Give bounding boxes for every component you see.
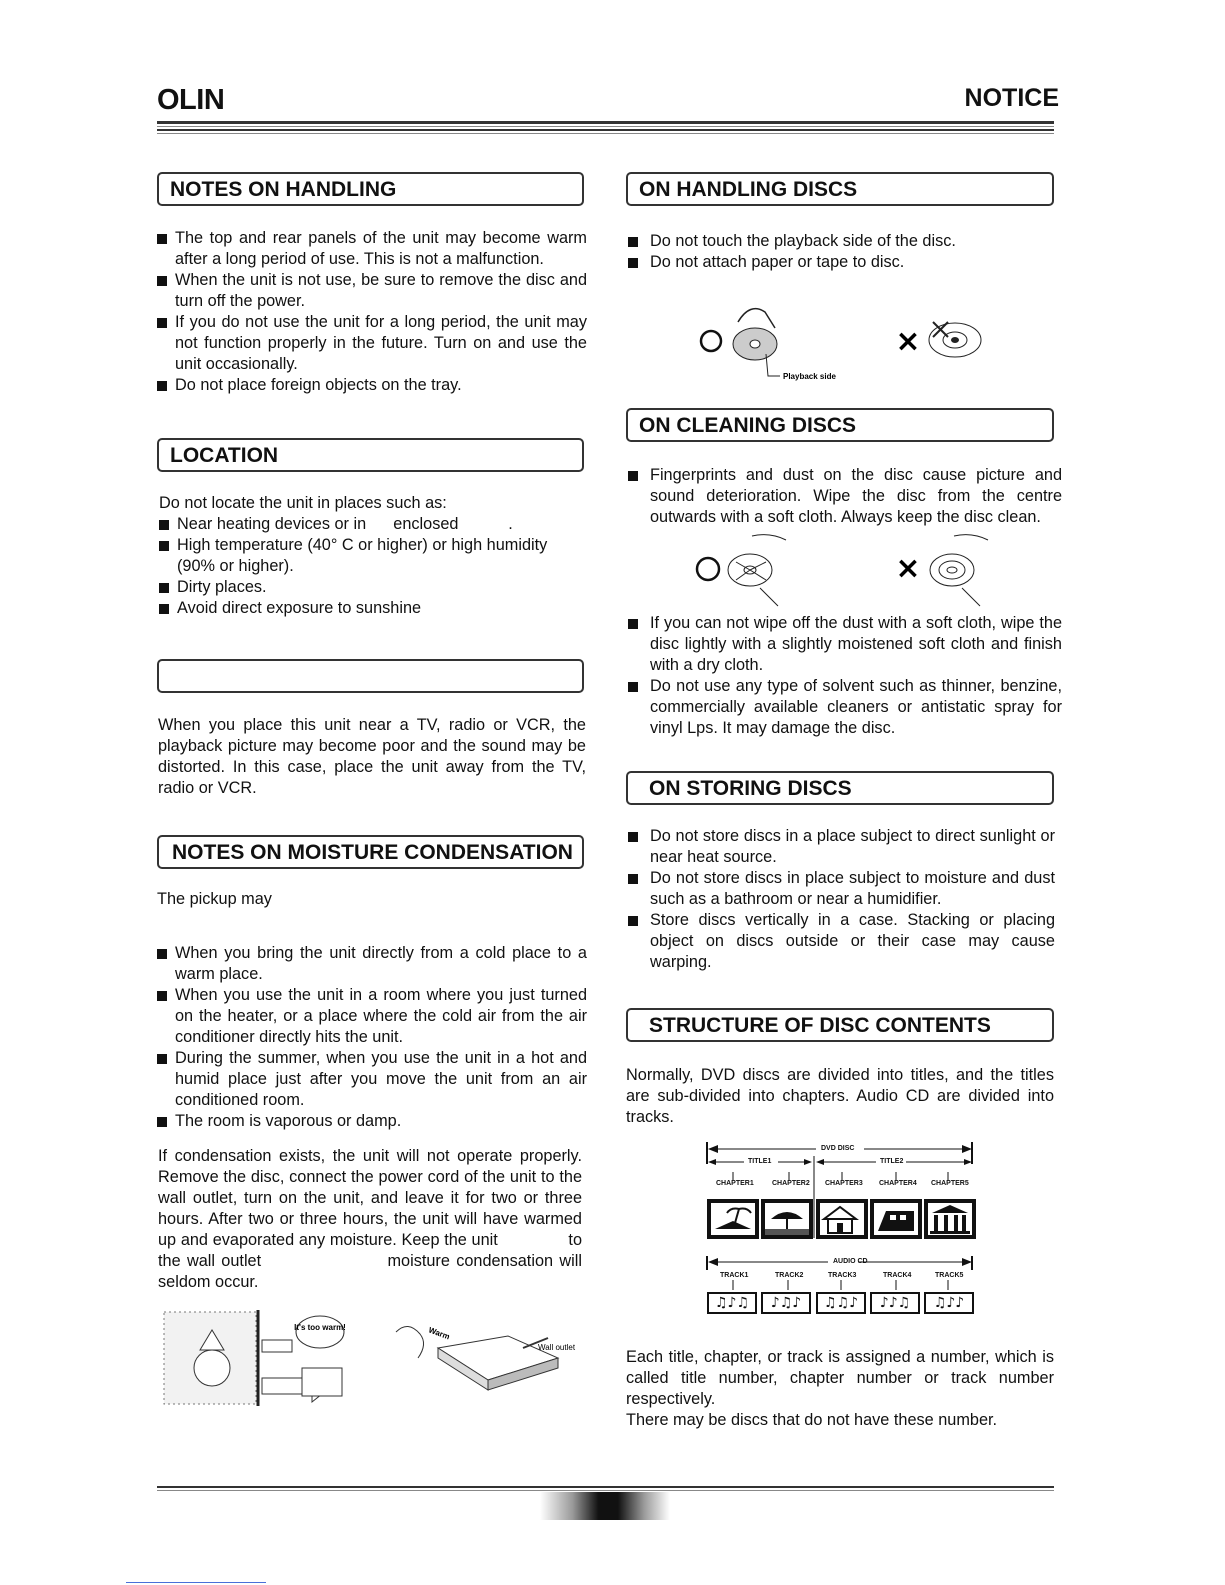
chapter-image-beach [761, 1199, 813, 1239]
structure-text-3: There may be discs that do not have these number. [626, 1411, 998, 1429]
page-section-title: NOTICE [964, 84, 1059, 112]
structure-header: STRUCTURE OF DISC CONTENTS [626, 1008, 1054, 1042]
condensation-illustration [162, 1308, 362, 1408]
page-number-bar [540, 1492, 670, 1520]
track-label: TRACK3 [828, 1272, 857, 1279]
chapter-label: CHAPTER5 [931, 1180, 969, 1187]
dvd-disc-label: DVD DISC [821, 1145, 855, 1152]
header-rule [157, 121, 1054, 134]
footer-rule [157, 1486, 1054, 1491]
disc-structure-diagram [706, 1142, 974, 1318]
handling-header: NOTES ON HANDLING [157, 172, 584, 206]
moisture-intro: The pickup may [157, 890, 272, 908]
list-item: The room is vaporous or damp. [157, 1111, 587, 1132]
list-item: Do not store discs in a place subject to direct sunlight or near heat source. [628, 826, 1055, 868]
cleaning-discs-illustration [690, 528, 1000, 608]
discs-handling-header: ON HANDLING DISCS [626, 172, 1054, 206]
chapter-image-house [816, 1199, 868, 1239]
chapter-image-island [707, 1199, 759, 1239]
list-item: When you use the unit in a room where you just turned on the heater, or a place where the cold air from the air conditioner directly hits the unit. [157, 985, 587, 1048]
list-item: Do not place foreign objects on the tray. [157, 375, 587, 396]
track-music-icon: ♫♪♫ [707, 1292, 757, 1314]
list-item: The top and rear panels of the unit may become warm after a long period of use. This is not a malfunction. [157, 228, 587, 270]
list-item: Do not attach paper or tape to disc. [628, 252, 1048, 273]
track-label: TRACK1 [720, 1272, 749, 1279]
interference-text: When you place this unit near a TV, radio or VCR, the playback picture may become poor and the sound may be distorted. In this case, place the unit away from the TV, radio or VCR. [158, 716, 586, 797]
handling-list [157, 228, 587, 396]
list-item: When the unit is not use, be sure to remove the disc and turn off the power. [157, 270, 587, 312]
title-label: TITLE2 [880, 1158, 904, 1165]
list-item: Do not touch the playback side of the disc. [628, 231, 1048, 252]
track-music-icon: ♫♫♪ [816, 1292, 866, 1314]
discs-storing-list [628, 826, 1055, 973]
interference-header [157, 659, 584, 693]
chapter-label: CHAPTER1 [716, 1180, 754, 1187]
wall-outlet-illustration [388, 1318, 588, 1398]
footer-link-underline [126, 1582, 266, 1583]
chapter-label: CHAPTER2 [772, 1180, 810, 1187]
discs-cleaning-list-1 [628, 465, 1062, 528]
brand-logo: OLIN [157, 84, 225, 116]
track-label: TRACK2 [775, 1272, 804, 1279]
ng-cross-icon: × [895, 324, 921, 359]
location-header: LOCATION [157, 438, 584, 472]
track-music-icon: ♪♫♪ [761, 1292, 811, 1314]
list-item: If you can not wipe off the dust with a soft cloth, wipe the disc lightly with a slightly moistened soft cloth and finish with a dry cloth. [628, 613, 1062, 676]
playback-side-caption: Playback side [783, 372, 836, 381]
track-music-icon: ♪♪♫ [870, 1292, 920, 1314]
chapter-image-temple [924, 1199, 976, 1239]
structure-text-1: Normally, DVD discs are divided into titles, and the titles are sub-divided into chapters. Audio CD are divided into tracks. [626, 1066, 1054, 1126]
track-label: TRACK4 [883, 1272, 912, 1279]
handling-discs-illustration [690, 292, 1000, 384]
ok-circle-icon [697, 558, 719, 580]
ng-cross-icon: × [895, 551, 921, 586]
warm-sound-text: Warm [427, 1325, 452, 1342]
track-music-icon: ♫♪♪ [924, 1292, 974, 1314]
ok-circle-icon [701, 331, 721, 351]
list-item: Do not use any type of solvent such as thinner, benzine, commercially available cleaners or antistatic spray for vinyl Lps. It may damage the disc. [628, 676, 1062, 739]
list-item: When you bring the unit directly from a cold place to a warm place. [157, 943, 587, 985]
list-item: High temperature (40° C or higher) or high humidity (90% or higher). [159, 535, 559, 577]
title-label: TITLE1 [748, 1158, 772, 1165]
list-item: Avoid direct exposure to sunshine [159, 598, 559, 619]
list-item: Do not store discs in place subject to moisture and dust such as a bathroom or near a humidifier. [628, 868, 1055, 910]
list-item: During the summer, when you use the unit in a hot and humid place just after you move the unit from an air conditioned room. [157, 1048, 587, 1111]
discs-storing-header: ON STORING DISCS [626, 771, 1054, 805]
discs-cleaning-list-2 [628, 613, 1062, 739]
location-list [159, 493, 559, 619]
location-intro: Do not locate the unit in places such as: [159, 494, 447, 512]
moisture-list [157, 943, 587, 1132]
discs-cleaning-header: ON CLEANING DISCS [626, 408, 1054, 442]
audio-cd-label: AUDIO CD [833, 1258, 868, 1265]
list-item: If you do not use the unit for a long period, the unit may not function properly in the future. Turn on and use the unit occasionally. [157, 312, 587, 375]
chapter-label: CHAPTER3 [825, 1180, 863, 1187]
list-item: Near heating devices or in enclosed . [159, 514, 559, 535]
list-item: Fingerprints and dust on the disc cause picture and sound deterioration. Wipe the disc from the centre outwards with a soft cloth. Always keep the disc clean. [628, 465, 1062, 528]
moisture-text: If condensation exists, the unit will not operate properly. Remove the disc, connect the power cord of the unit to the wall outlet, turn on the unit, and leave it for two or three hours. After two or three hours, the unit will have warmed up and evaporated any moisture. Keep the unit to the wall outlet moisture condensation will seldom occur. [158, 1147, 587, 1291]
list-item: Dirty places. [159, 577, 559, 598]
chapter-image-train [870, 1199, 922, 1239]
speech-bubble-text: It's too warm! [294, 1323, 346, 1332]
structure-text-2: Each title, chapter, or track is assigned a number, which is called title number, chapter number or track number respectively. [626, 1348, 1054, 1408]
discs-handling-list [628, 231, 1048, 273]
track-label: TRACK5 [935, 1272, 964, 1279]
list-item: Store discs vertically in a case. Stacking or placing object on discs outside or their case may cause warping. [628, 910, 1055, 973]
moisture-header: NOTES ON MOISTURE CONDENSATION [157, 835, 584, 869]
chapter-label: CHAPTER4 [879, 1180, 917, 1187]
wall-outlet-label: Wall outlet [538, 1343, 576, 1352]
